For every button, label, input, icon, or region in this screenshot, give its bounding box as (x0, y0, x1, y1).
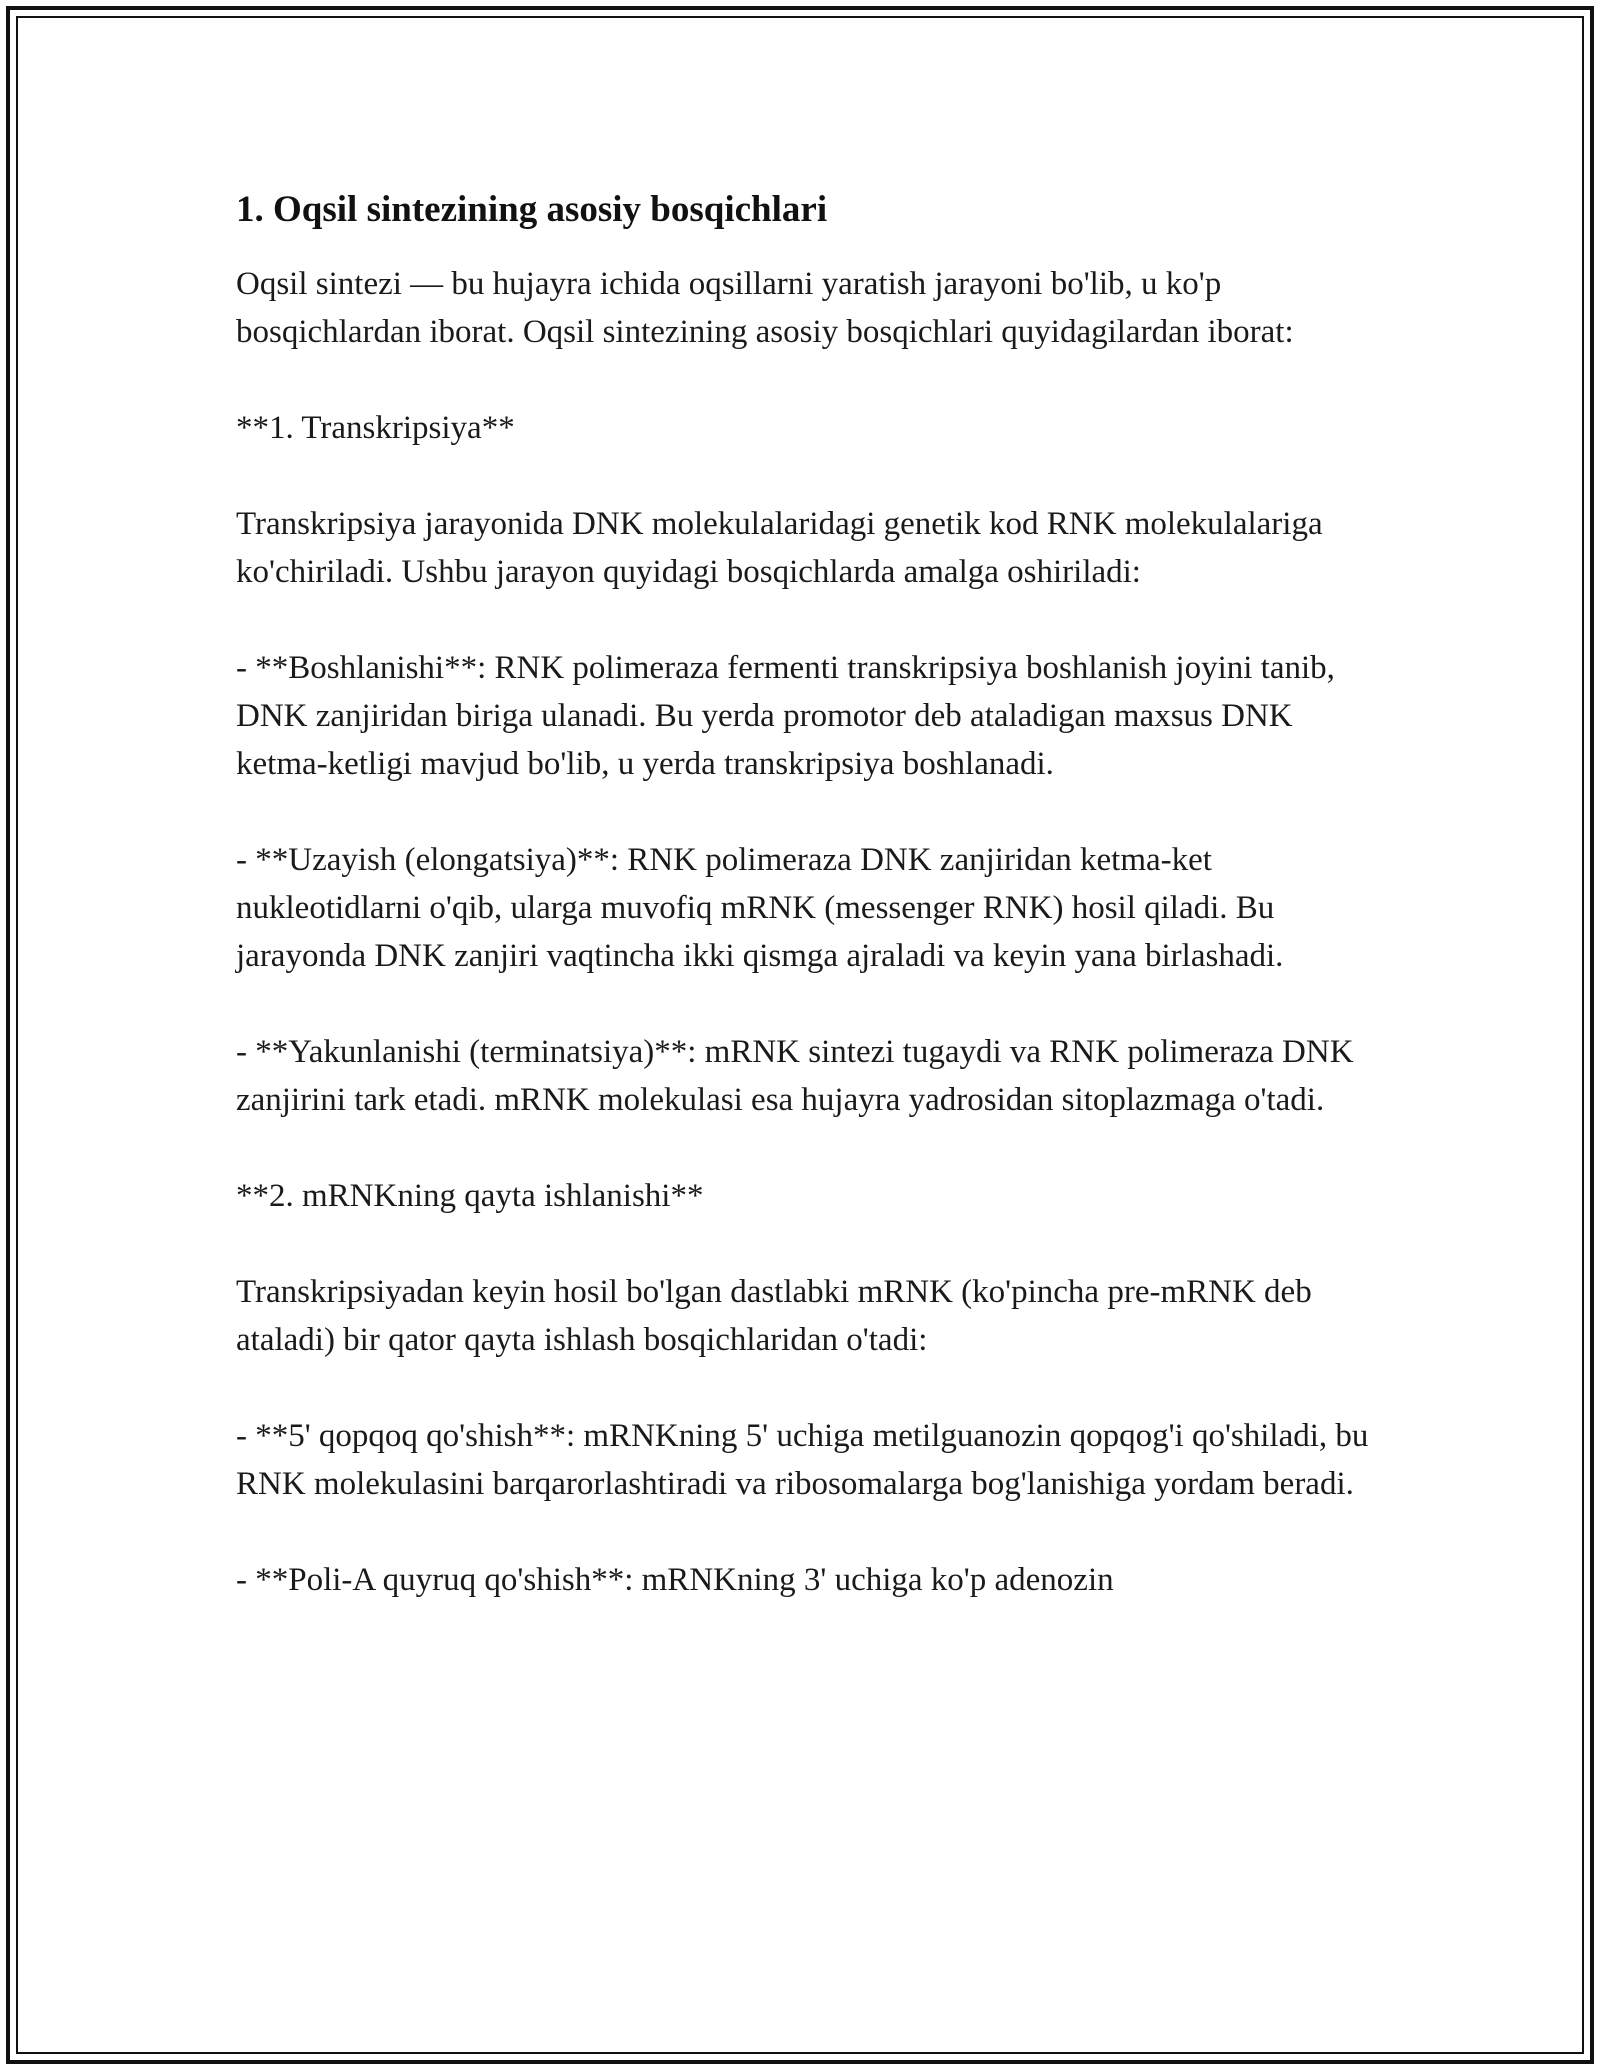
document-body (236, 186, 1376, 1604)
intro-paragraph: Oqsil sintezi — bu hujayra ichida oqsillarni yaratish jarayoni bo'lib, u ko'p bosqichlardan iborat. Oqsil sintezining asosiy bosqichlari quyidagilardan iborat: (236, 266, 1294, 350)
list-item-poly-a: - **Poli-A quyruq qo'shish**: mRNKning 3' uchiga ko'p adenozin (236, 1562, 1114, 1598)
list-item-5-cap: - **5' qopqoq qo'shish**: mRNKning 5' uchiga metilguanozin qopqog'i qo'shiladi, bu RNK molekulasini barqarorlashtiradi va ribosomalarga bog'lanishiga yordam beradi. (236, 1418, 1377, 1502)
subheading-mrnk-processing: **2. mRNKning qayta ishlanishi** (236, 1178, 704, 1214)
list-item-boshlanishi: - **Boshlanishi**: RNK polimeraza fermenti transkripsiya boshlanish joyini tanib, DNK zanjiridan biriga ulanadi. Bu yerda promotor deb ataladigan maxsus DNK ketma-ketligi mavjud bo'lib, u yerda transkripsiya boshlanadi. (236, 650, 1344, 782)
subheading-transkripsiya: **1. Transkripsiya** (236, 410, 515, 446)
transkripsiya-paragraph: Transkripsiya jarayonida DNK molekulalaridagi genetik kod RNK molekulalariga ko'chiriladi. Ushbu jarayon quyidagi bosqichlarda amalga oshiriladi: (236, 506, 1331, 590)
processing-paragraph: Transkripsiyadan keyin hosil bo'lgan dastlabki mRNK (ko'pincha pre-mRNK deb ataladi) bir qator qayta ishlash bosqichlaridan o'tadi: (236, 1274, 1320, 1358)
list-item-uzayish: - **Uzayish (elongatsiya)**: RNK polimeraza DNK zanjiridan ketma-ket nukleotidlarni o'qib, ularga muvofiq mRNK (messenger RNK) hosil qiladi. Bu jarayonda DNK zanjiri vaqtincha ikki qismga ajraladi va keyin yana birlashadi. (236, 842, 1284, 974)
list-item-yakunlanishi: - **Yakunlanishi (terminatsiya)**: mRNK sintezi tugaydi va RNK polimeraza DNK zanjirini tark etadi. mRNK molekulasi esa hujayra yadrosidan sitoplazmaga o'tadi. (236, 1034, 1362, 1118)
section-heading: 1. Oqsil sintezining asosiy bosqichlari (236, 189, 828, 230)
